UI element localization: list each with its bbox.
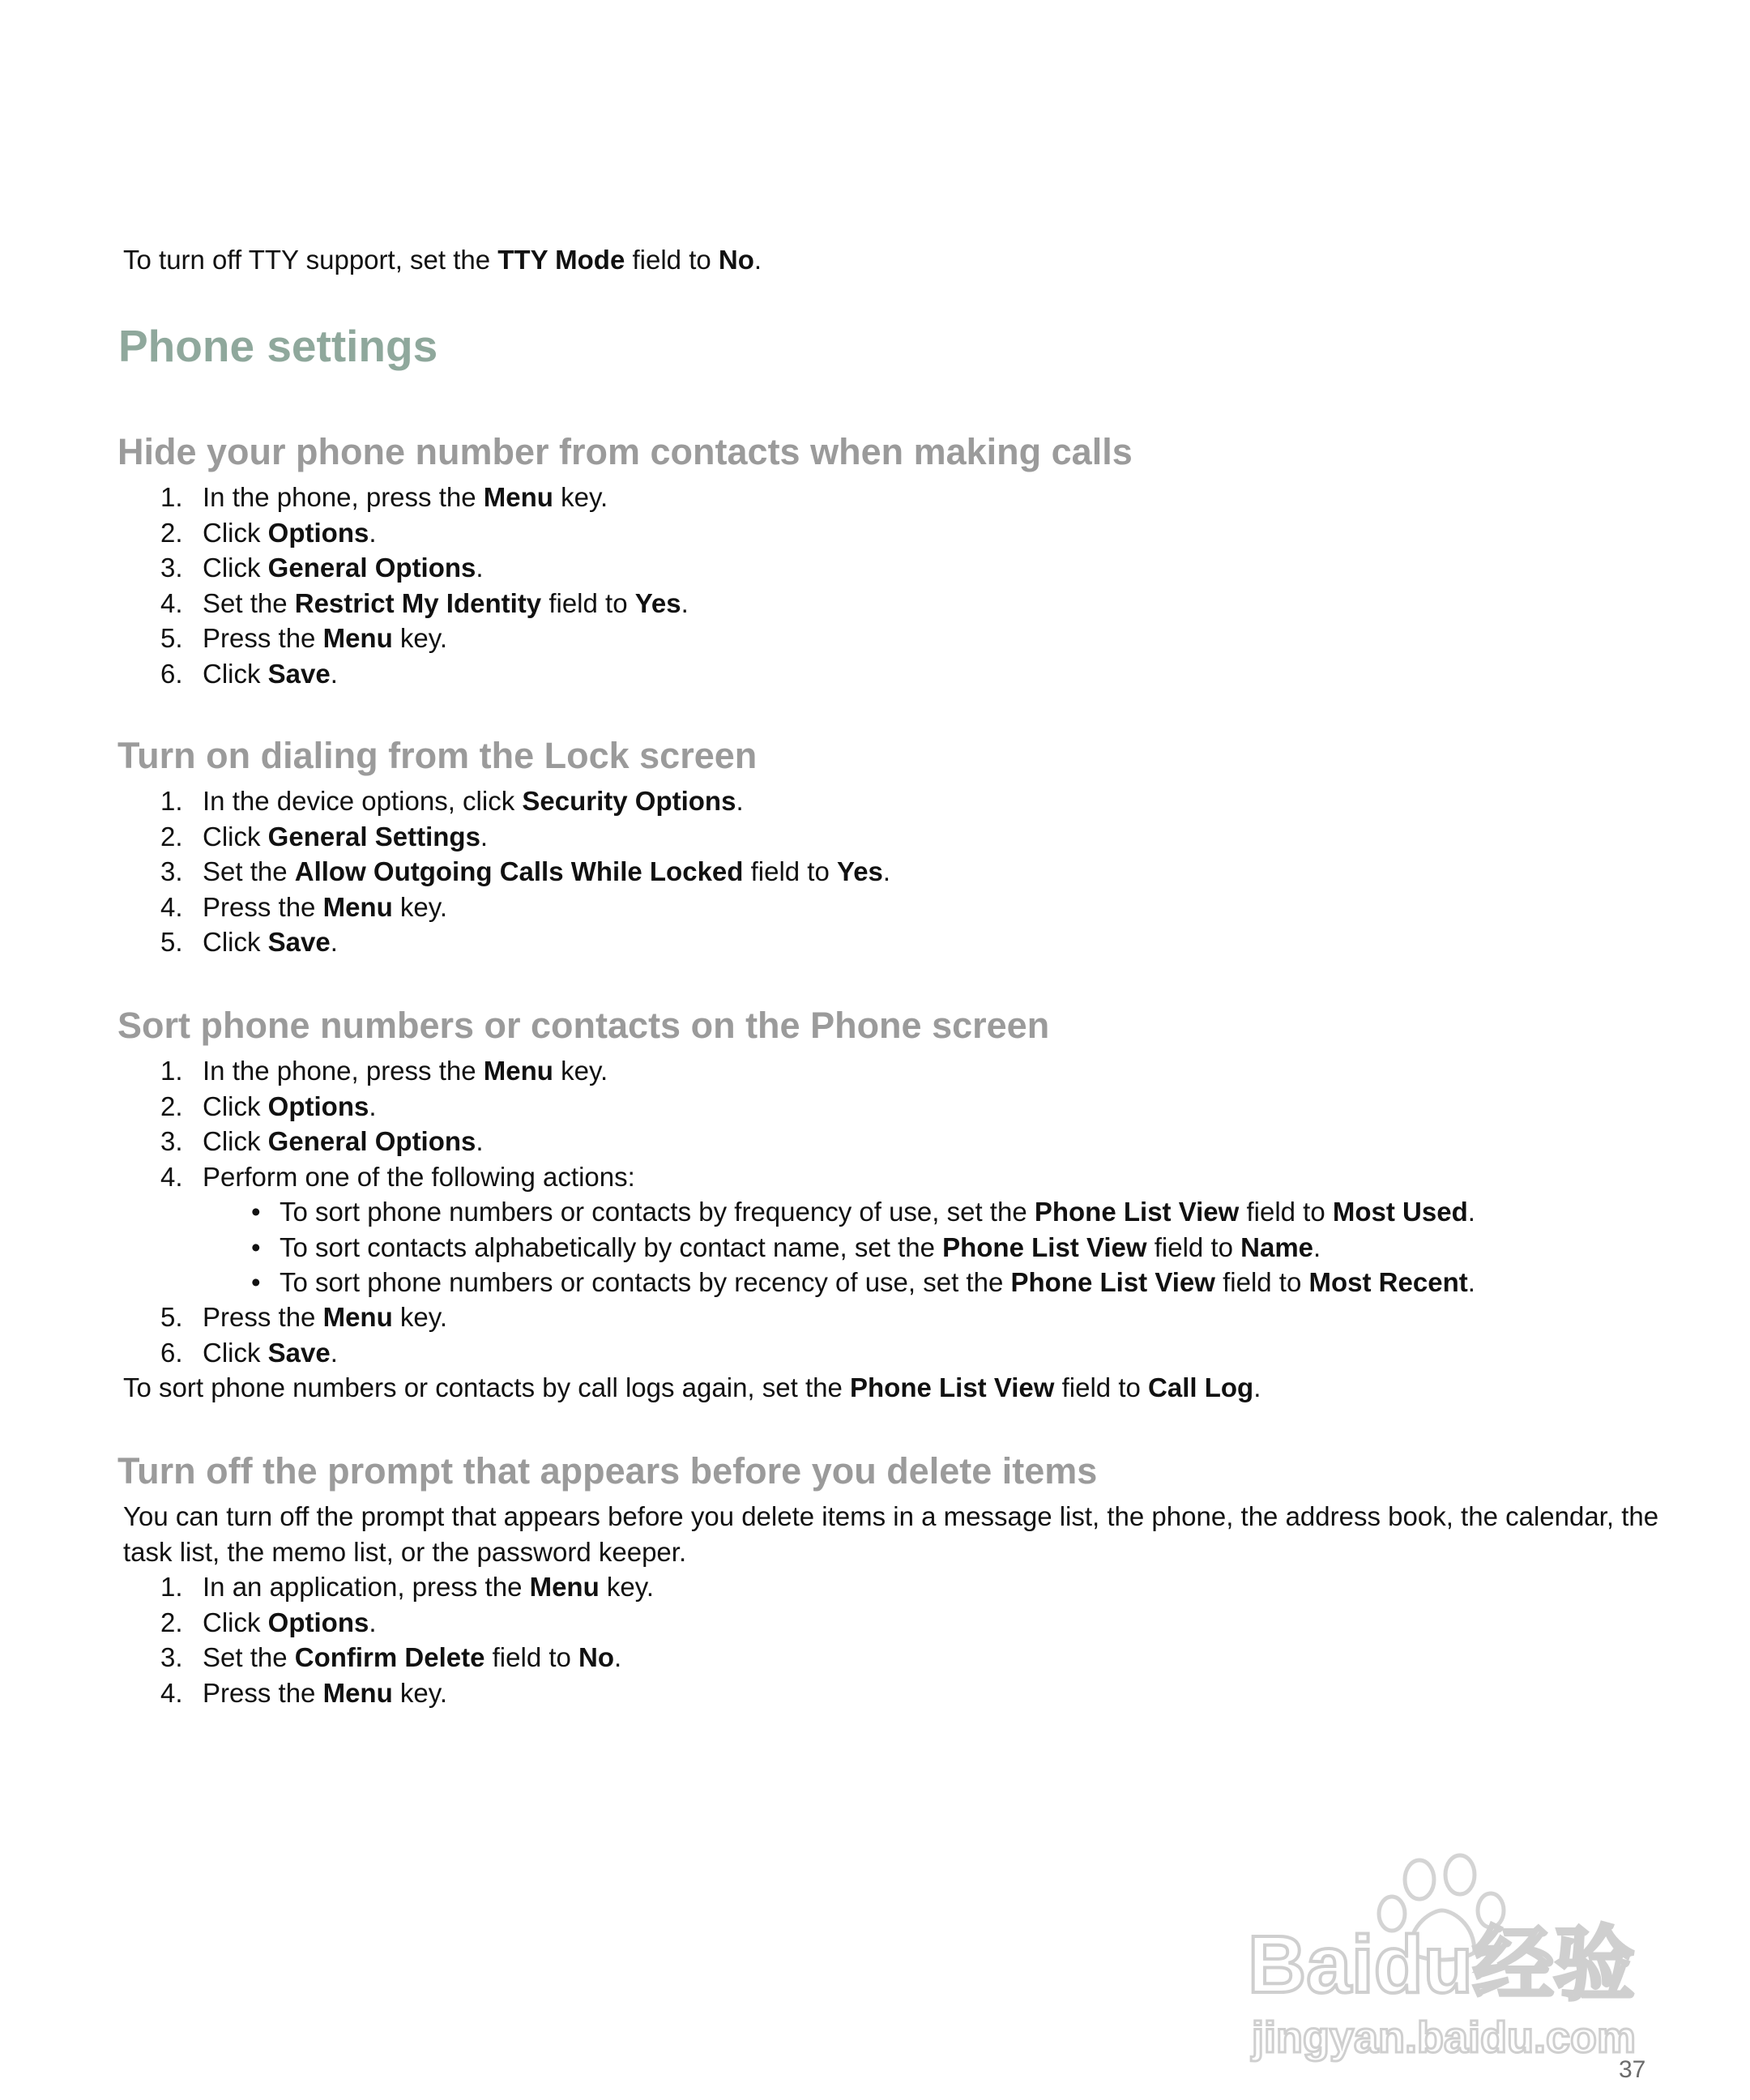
step-text: Click Options. [203, 1091, 377, 1121]
step-number: 1. [160, 482, 183, 512]
step-text: Click Save. [203, 927, 338, 957]
section-description: You can turn off the prompt that appears before you delete items in a message list, the phone, the address book, the calendar, the task list, the memo list, or the password keeper. [123, 1501, 1659, 1567]
step-text: Set the Confirm Delete field to No. [203, 1642, 622, 1672]
step-number: 1. [160, 1572, 183, 1602]
step-number: 6. [160, 658, 183, 689]
step-text: Click Save. [203, 1337, 338, 1368]
step-text: In the phone, press the Menu key. [203, 1056, 608, 1086]
step-number: 6. [160, 1337, 183, 1368]
page-number: 37 [1619, 2056, 1646, 2083]
step-number: 2. [160, 517, 183, 548]
watermark-url: jingyan.baidu.com [1252, 2013, 1637, 2062]
step-number: 4. [160, 1677, 183, 1708]
step-text: In the device options, click Security Options. [203, 786, 744, 816]
step-number: 1. [160, 1056, 183, 1086]
step-text: Press the Menu key. [203, 1302, 447, 1332]
step-number: 2. [160, 1607, 183, 1637]
step-number: 4. [160, 1161, 183, 1192]
step-number: 5. [160, 927, 183, 957]
page-title: Phone settings [118, 321, 438, 371]
bullet-text: To sort phone numbers or contacts by recency of use, set the Phone List View field to Most Recent. [280, 1267, 1475, 1297]
step-number: 4. [160, 891, 183, 922]
step-text: Click General Settings. [203, 821, 489, 852]
watermark-brand: Baidu经验 [1248, 1919, 1635, 2010]
section-heading: Turn on dialing from the Lock screen [117, 735, 758, 776]
step-text: Press the Menu key. [203, 623, 447, 653]
step-text: Set the Allow Outgoing Calls While Locked field to Yes. [203, 856, 891, 886]
bullet-mark: • [251, 1267, 261, 1297]
tty-intro-text: To turn off TTY support, set the TTY Mode field to No. [123, 245, 762, 275]
step-text: Press the Menu key. [203, 891, 447, 922]
step-text: Click Options. [203, 1607, 377, 1637]
step-number: 2. [160, 1091, 183, 1121]
step-text: Click General Options. [203, 553, 484, 583]
step-text: In the phone, press the Menu key. [203, 482, 608, 512]
step-number: 4. [160, 587, 183, 618]
step-number: 2. [160, 821, 183, 852]
bullet-mark: • [251, 1231, 261, 1262]
step-number: 1. [160, 786, 183, 816]
section-heading: Sort phone numbers or contacts on the Phone screen [117, 1005, 1050, 1046]
step-number: 3. [160, 1126, 183, 1156]
step-text: Click Options. [203, 517, 377, 548]
step-text: Set the Restrict My Identity field to Yes. [203, 587, 689, 618]
step-number: 5. [160, 623, 183, 653]
section-heading: Hide your phone number from contacts when making calls [117, 431, 1133, 472]
bullet-text: To sort contacts alphabetically by contact name, set the Phone List View field to Name. [280, 1231, 1321, 1262]
section-heading: Turn off the prompt that appears before you delete items [117, 1450, 1098, 1492]
step-number: 3. [160, 553, 183, 583]
step-number: 3. [160, 856, 183, 886]
step-text: Click General Options. [203, 1126, 484, 1156]
step-text: Perform one of the following actions: [203, 1161, 635, 1192]
step-number: 3. [160, 1642, 183, 1672]
sort-note: To sort phone numbers or contacts by call logs again, set the Phone List View field to Call Log. [123, 1372, 1261, 1402]
bullet-mark: • [251, 1197, 261, 1227]
baidu-watermark [1248, 1847, 1669, 2062]
step-number: 5. [160, 1302, 183, 1332]
step-text: Press the Menu key. [203, 1677, 447, 1708]
bullet-text: To sort phone numbers or contacts by frequency of use, set the Phone List View field to Most Used. [280, 1197, 1475, 1227]
step-text: In an application, press the Menu key. [203, 1572, 655, 1602]
step-text: Click Save. [203, 658, 338, 689]
